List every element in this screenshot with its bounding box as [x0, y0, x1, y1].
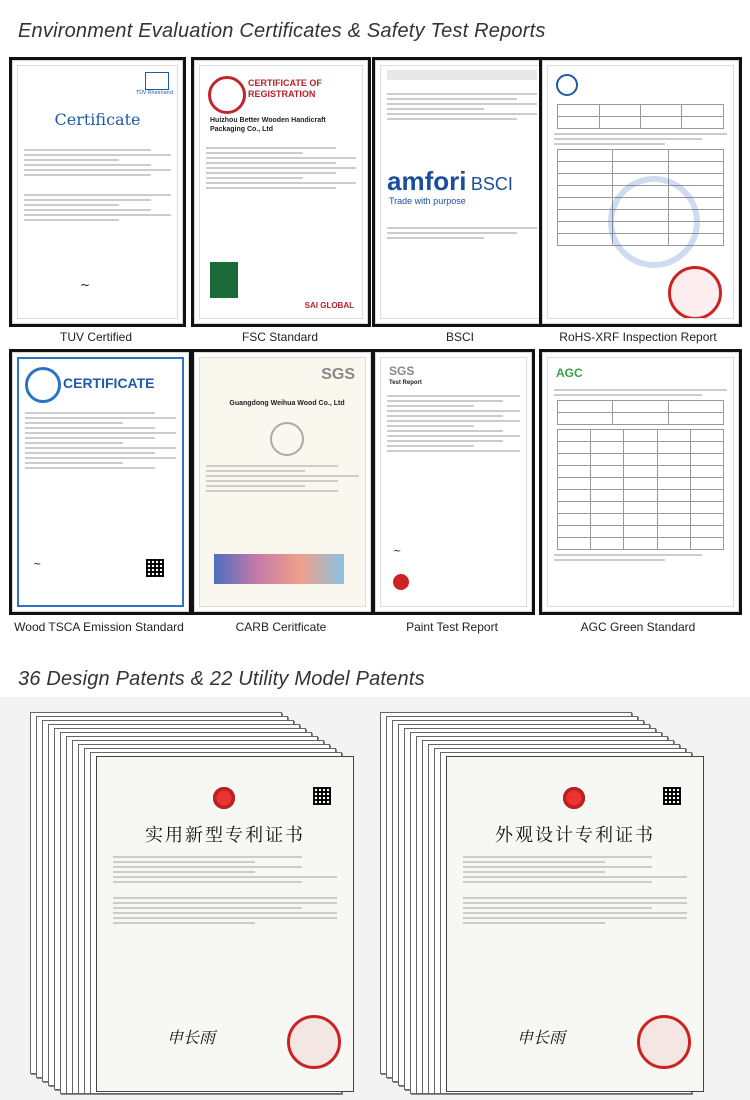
utility-patent-title: 实用新型专利证书 — [145, 825, 305, 846]
bsci-brand: amfori — [387, 166, 467, 196]
design-patent-front — [446, 756, 704, 1092]
utility-patent-stack — [30, 712, 360, 1092]
tsca-certificate-image: CERTIFICATE ~ — [12, 352, 189, 612]
caption-carb: CARB Ceritficate — [235, 620, 327, 634]
design-patent-stack — [380, 712, 720, 1092]
caption-rohs: RoHS-XRF Inspection Report — [559, 330, 717, 344]
caption-fsc: FSC Standard — [241, 330, 319, 344]
tuv-brand: TÜV Rheinland — [136, 90, 173, 96]
caption-tsca: Wood TSCA Emission Standard — [14, 620, 184, 634]
section-title-patents: 36 Design Patents & 22 Utility Model Patents — [18, 668, 425, 690]
fsc-heading: CERTIFICATE OF REGISTRATION — [248, 78, 322, 99]
design-patent-title: 外观设计专利证书 — [495, 825, 655, 846]
section-title-certificates: Environment Evaluation Certificates & Safety Test Reports — [18, 20, 546, 42]
carb-company: Guangdong Weihua Wood Co., Ltd — [229, 400, 345, 407]
bsci-certificate-image — [375, 60, 549, 324]
tuv-certificate-image: TÜV Rheinland Certificate ~ — [12, 60, 183, 324]
fsc-certificate-image — [194, 60, 368, 324]
tuv-heading: Certificate — [54, 110, 141, 129]
paint-test-report-image: SGS Test Report ~ — [375, 352, 532, 612]
fsc-company: Huizhou Better Wooden Handicraft Packaging Co., Ltd — [210, 117, 326, 133]
utility-patent-front — [96, 756, 354, 1092]
design-patent-signature: 申长雨 — [517, 1028, 566, 1047]
fsc-footer: SAI GLOBAL — [304, 301, 354, 310]
rohs-report-image — [542, 60, 739, 324]
paint-doc: Test Report — [389, 380, 422, 386]
carb-brand: SGS — [321, 366, 355, 383]
caption-agc: AGC Green Standard — [580, 620, 696, 634]
tsca-heading: CERTIFICATE — [63, 375, 155, 391]
agc-brand: AGC — [556, 366, 583, 380]
agc-report-image — [542, 352, 739, 612]
bsci-program: BSCI — [470, 174, 513, 194]
caption-paint: Paint Test Report — [406, 620, 498, 634]
caption-bsci: BSCI — [445, 330, 474, 344]
caption-tuv: TUV Certified — [59, 330, 133, 344]
carb-certificate-image — [194, 352, 371, 612]
bsci-tagline: Trade with purpose — [389, 196, 466, 206]
utility-patent-signature: 申长雨 — [167, 1028, 216, 1047]
paint-brand: SGS — [389, 364, 415, 378]
